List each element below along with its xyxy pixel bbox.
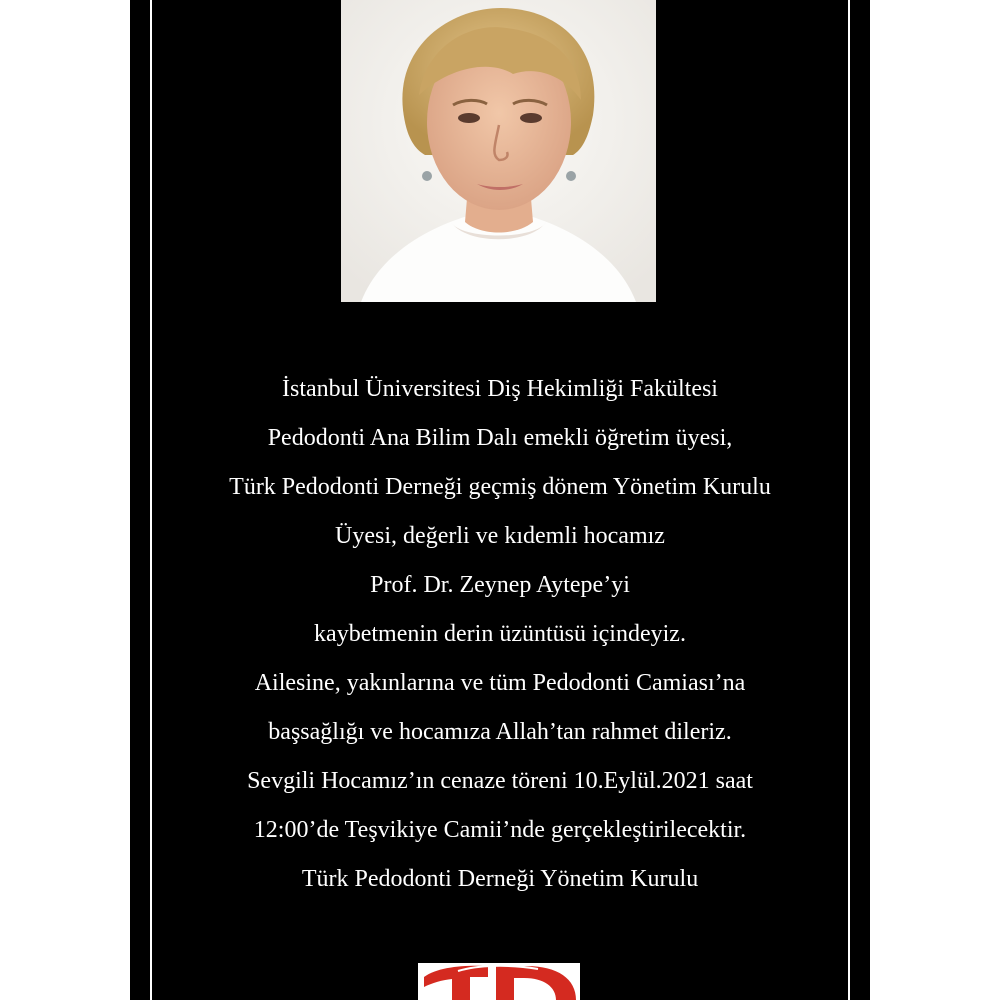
signature: Türk Pedodonti Derneği Yönetim Kurulu [301, 866, 699, 892]
funeral-info: 12:00’de Teşvikiye Camii’nde gerçekleştirilecektir. [253, 817, 747, 843]
message-line: kaybetmenin derin üzüntüsü içindeyiz. [314, 621, 686, 647]
message-line: başsağlığı ve hocamıza Allah’tan rahmet dileriz. [268, 719, 732, 745]
frame-line-right [848, 0, 850, 1000]
deceased-name: Prof. Dr. Zeynep Aytepe’yi [370, 572, 630, 598]
message-line: İstanbul Üniversitesi Diş Hekimliği Fakültesi [282, 376, 718, 402]
message-line: Ailesine, yakınlarına ve tüm Pedodonti Camiası’na [254, 670, 746, 696]
message-line: Pedodonti Ana Bilim Dalı emekli öğretim üyesi, [267, 425, 733, 451]
condolence-message [152, 365, 848, 904]
message-line: Üyesi, değerli ve kıdemli hocamız [335, 523, 665, 549]
association-logo-icon [418, 963, 580, 1000]
portrait-photo-icon [341, 0, 656, 302]
message-line: Türk Pedodonti Derneği geçmiş dönem Yönetim Kurulu [229, 474, 771, 500]
funeral-info: Sevgili Hocamız’ın cenaze töreni 10.Eylül.2021 saat [247, 768, 753, 794]
